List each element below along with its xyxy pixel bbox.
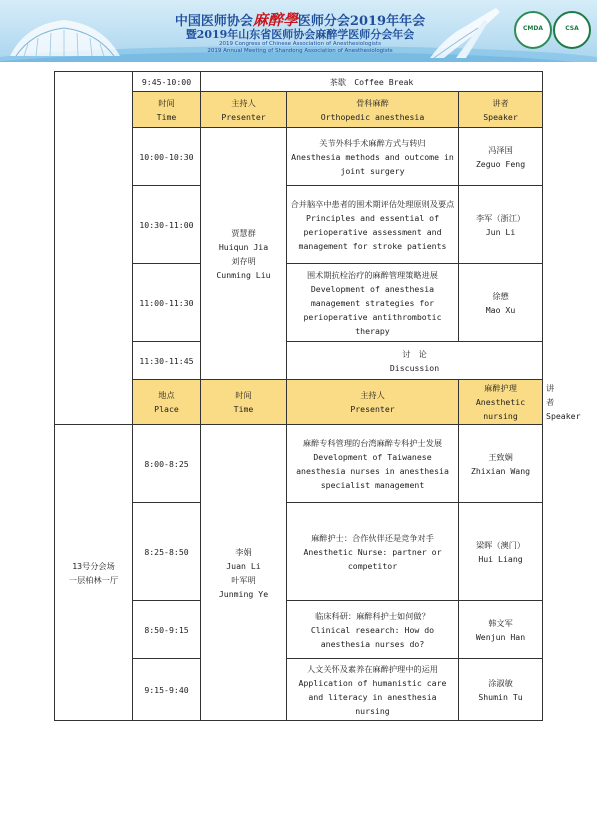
speaker-cell xyxy=(459,186,543,264)
header-presenter xyxy=(287,380,459,425)
cmda-logo-text: CMDA xyxy=(523,25,543,32)
schedule-table xyxy=(54,71,581,721)
topic-title-cn: 围术期抗栓治疗的麻醉管理策略进展 xyxy=(306,269,438,280)
header-topic-en: Anesthetic nursing xyxy=(475,397,526,421)
time-cell: 9:15-9:40 xyxy=(133,659,201,721)
speaker-name-cn: 徐懋 xyxy=(492,290,509,301)
topic-title-en: Application of humanistic care and literacy in anesthesia nursing xyxy=(298,677,447,716)
header-topic xyxy=(459,380,543,425)
topic-cell xyxy=(287,186,459,264)
topic-title-cn: 人文关怀及素养在麻醉护理中的运用 xyxy=(306,663,438,674)
speaker-name-en: Shumin Tu xyxy=(478,691,523,702)
speaker-name-cn: 李军（浙江） xyxy=(475,212,526,223)
topic-title-cn: 合并脑卒中患者的围术期评估处理原则及要点 xyxy=(290,198,455,209)
header-topic-cn: 骨科麻醉 xyxy=(356,97,389,108)
topic-title-en: Development of Taiwanese anesthesia nurses in anesthesia specialist management xyxy=(296,451,449,490)
topic-title-cn: 临床科研：麻醉科护士如何做？ xyxy=(315,610,430,621)
topic-title-en: Development of anesthesia management strategies for perioperative antithrombotic therapy xyxy=(303,283,442,336)
speaker-name-cn: 王致娴 xyxy=(488,451,513,462)
conference-subtitle-en: 2019 Annual Meeting of Shandong Association of Anesthesiologists xyxy=(207,48,393,54)
moderator-name-cn: 叶军明 xyxy=(231,574,256,585)
title-suffix: 医师分会2019年年会 xyxy=(297,14,426,29)
csa-logo-text: CSA xyxy=(565,25,579,32)
coffee-break-row xyxy=(55,72,543,92)
discussion-label-en: Discussion xyxy=(389,362,440,373)
topic-title-cn: 麻醉护士：合作伙伴还是竞争对手 xyxy=(311,532,434,543)
cmda-logo xyxy=(514,11,552,49)
coffee-break-label: 茶歇 Coffee Break xyxy=(201,72,543,92)
header-presenter-cn: 主持人 xyxy=(360,390,385,400)
header-time xyxy=(133,92,201,128)
place-room: 13号分会场 xyxy=(72,560,115,571)
speaker-name-en: Hui Liang xyxy=(478,553,523,564)
header-time xyxy=(201,380,287,425)
header-presenter-en: Presenter xyxy=(350,404,395,414)
speaker-name-en: Mao Xu xyxy=(485,304,516,315)
conference-subtitle: 暨2019年山东省医师协会麻醉学医师分会年会 xyxy=(185,28,415,41)
header-speaker xyxy=(459,92,543,128)
speaker-name-cn: 韩文军 xyxy=(488,617,513,628)
speaker-name-cn: 冯泽国 xyxy=(488,144,513,155)
header-topic xyxy=(287,92,459,128)
discussion-cell xyxy=(287,342,543,380)
moderator-cell xyxy=(201,425,287,721)
header-presenter xyxy=(201,92,287,128)
topic-cell xyxy=(287,264,459,342)
speaker-name-en: Jun Li xyxy=(485,226,516,237)
place-floor: 一层柏林一厅 xyxy=(68,574,119,585)
speaker-name-cn: 涂淑敏 xyxy=(488,677,513,688)
speaker-name-en: Zeguo Feng xyxy=(475,158,526,169)
time-cell: 10:30-11:00 xyxy=(133,186,201,264)
moderator-name-cn: 刘存明 xyxy=(231,255,256,266)
topic-title-en: Clinical research: How do anesthesia nurses do? xyxy=(310,624,435,649)
header-time-cn: 时间 xyxy=(158,97,175,108)
table-row xyxy=(55,425,543,503)
time-cell: 8:25-8:50 xyxy=(133,503,201,601)
header-topic-cn: 麻醉护理 xyxy=(484,383,517,393)
speaker-cell xyxy=(459,659,543,721)
speaker-cell xyxy=(459,128,543,186)
moderator-name-cn: 贾慧群 xyxy=(231,227,256,238)
speaker-cell xyxy=(459,264,543,342)
header-presenter-en: Presenter xyxy=(221,111,266,122)
moderator-cell xyxy=(201,128,287,380)
header-topic-en: Orthopedic anesthesia xyxy=(320,111,425,122)
venue-building-icon xyxy=(6,14,124,58)
conference-title-en: 2019 Congress of Chinese Association of Anesthesiologists xyxy=(219,41,381,47)
header-time-en: Time xyxy=(156,111,177,122)
header-speaker-cn: 讲者 xyxy=(492,97,509,108)
title-highlight: 麻醉學 xyxy=(252,11,298,29)
table-header-row: 地点 Place 时间 Time 主持人 Presenter 麻醉护理 Anesthetic nursing 讲者 Speaker xyxy=(55,380,543,425)
topic-cell xyxy=(287,128,459,186)
time-cell: 11:00-11:30 xyxy=(133,264,201,342)
speaker-name-cn: 梁晖（澳门） xyxy=(475,539,526,550)
header-place-en: Place xyxy=(154,404,179,414)
time-cell: 10:00-10:30 xyxy=(133,128,201,186)
speaker-cell xyxy=(459,503,543,601)
topic-title-en: Principles and essential of perioperative assessment and management for stroke patients xyxy=(298,212,447,251)
header-time-en: Time xyxy=(233,404,254,414)
time-cell: 8:00-8:25 xyxy=(133,425,201,503)
speaker-name-en: Wenjun Han xyxy=(475,631,526,642)
time-cell: 11:30-11:45 xyxy=(133,342,201,380)
time-cell: 8:50-9:15 xyxy=(133,601,201,659)
title-prefix: 中国医师协会 xyxy=(174,14,253,29)
topic-title-en: Anesthetic Nurse: partner or competitor xyxy=(303,546,442,571)
topic-cell xyxy=(287,601,459,659)
moderator-name-cn: 李娟 xyxy=(235,546,252,557)
speaker-cell xyxy=(459,601,543,659)
header-speaker-en: Speaker xyxy=(483,111,518,122)
discussion-label-cn: 讨 论 xyxy=(402,348,427,359)
header-presenter-cn: 主持人 xyxy=(231,97,256,108)
topic-cell xyxy=(287,503,459,601)
topic-title-cn: 麻醉专科管理的台湾麻醉专科护士发展 xyxy=(302,437,443,448)
moderator-name-en: Cunming Liu xyxy=(216,269,271,280)
topic-cell xyxy=(287,659,459,721)
moderator-name-en: Juan Li xyxy=(226,560,261,571)
csa-logo xyxy=(553,11,591,49)
speaker-cell xyxy=(459,425,543,503)
topic-title-cn: 关节外科手术麻醉方式与转归 xyxy=(319,137,426,148)
header-place xyxy=(133,380,201,425)
header-banner xyxy=(0,0,597,62)
moderator-name-en: Junming Ye xyxy=(218,588,269,599)
place-cell-empty xyxy=(55,72,133,425)
moderator-name-en: Huiqun Jia xyxy=(218,241,269,252)
place-cell xyxy=(55,425,133,721)
header-time-cn: 时间 xyxy=(235,390,252,400)
header-place-cn: 地点 xyxy=(158,390,175,400)
topic-cell xyxy=(287,425,459,503)
speaker-name-en: Zhixian Wang xyxy=(470,465,531,476)
topic-title-en: Anesthesia methods and outcome in joint surgery xyxy=(291,151,454,176)
time-cell: 9:45-10:00 xyxy=(133,72,201,92)
